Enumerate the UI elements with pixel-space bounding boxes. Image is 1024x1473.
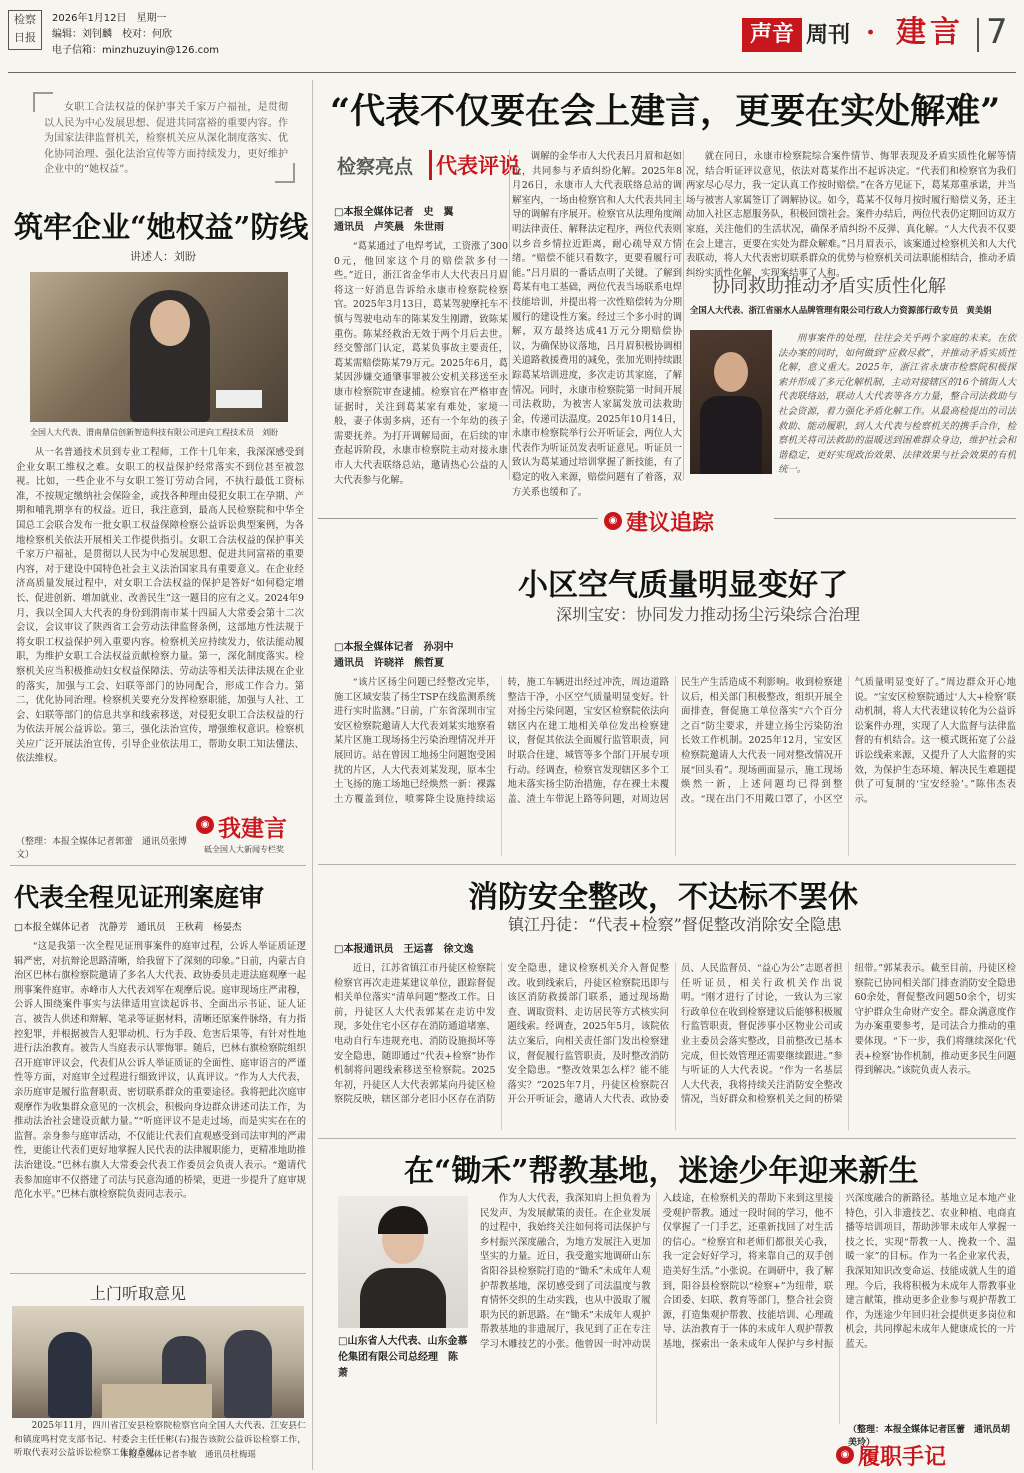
fire-byline: □本报通讯员 王运喜 徐文逸 bbox=[334, 944, 474, 955]
rescue-title: 协同救助推动矛盾实质性化解 bbox=[712, 276, 946, 297]
visit-caption: 2025年11月，四川省江安县检察院检察官向全国人大代表、江安县仁和镇庞鸣村党支部书记、村委会主任任彬(右)报告该院公益诉讼检察工作，听取代表对公益诉讼检察工作的意见。 bbox=[14, 1421, 306, 1458]
woman-note: （整理：本报全媒体记者郭蕾 通讯员张博文） bbox=[16, 837, 188, 860]
duty-badge bbox=[832, 1440, 1012, 1470]
brand-dot: · bbox=[866, 18, 876, 48]
story-byline-2: 通讯员 卢笑晨 朱世雨 bbox=[334, 222, 444, 233]
track-icon: ◉ bbox=[604, 512, 622, 530]
story-col-2: 调解的金华市人大代表吕月眉和赵如沧，共同参与矛盾纠纷化解。2025年8月26日，永康市人大代表联络总站的调解室内，一场由检察官和人大代表共同主导的调解有序展开。检察官从法理角度阐明法律责任、解释法定程序，两位代表则以乡音乡情拉近距离，耐心疏导双方情绪。“赔偿不能只看数字，更要看履行可能。”吕月眉的一番话点明了关键。了解到葛某有电工基础，两位代表当场联系电焊技能培训，并提出将一次性赔偿转为分期履行的建设性方案。经过三个多小时的调解，双方最终达成41万元分期赔偿协议，为确保协议落地，吕月眉积极协调相关道路救援费用的减免，张加光则持续跟踪葛某培训进度，多次走访其家庭，了解情况。同时，永康市检察院第一时间开展司法救助，为被害人家属发放司法救助金，传递司法温度。2025年10月14日，永康市检察院举行公开听证会，两位人大代表作为听证员发表听证意见。听证员一致认为葛某通过培训掌握了新技能，有了稳定的收入来源，赔偿问题有了着落，双方关系也缓和了。 bbox=[512, 151, 682, 498]
fire-rule bbox=[318, 1138, 1016, 1139]
youth-portrait bbox=[338, 1196, 468, 1328]
woman-narrator: 讲述人：刘盼 bbox=[130, 250, 196, 263]
left-rule-1 bbox=[10, 865, 306, 866]
fire-subtitle: 镇江丹徒：“代表+检察”督促整改消除安全隐患 bbox=[508, 915, 842, 934]
track-label: 建议追踪 bbox=[626, 510, 715, 536]
masthead-logo: 检察 日报 bbox=[8, 10, 42, 50]
woman-portrait-photo bbox=[30, 272, 288, 422]
my-suggest-badge bbox=[196, 812, 306, 860]
story-col-3: 就在同日，永康市检察院综合案件情节、悔罪表现及矛盾实质性化解等情况，结合听证评议意见，依法对葛某作出不起诉决定。“代表们和检察官为我们两家尽心尽力，我一定认真工作按时赔偿。”在各方见证下，葛某郑重承诺，并当场与被害人家属签订了调解协议。如今，葛某不仅每月按时履行赔偿义务，还主动加入社区志愿服务队，积极回馈社会。案件办结后，两位代表仍定期回访双方家庭，关注他们的生活状况，确保矛盾纠纷不反弹、真化解。“人大代表不仅要在会上建言，更要在实处为群众解难。”吕月眉表示，该案通过检察机关和人大代表联动，将人大代表密切联系群众的优势与检察机关司法职能相结合，推动矛盾纠纷实质性化解，实现案结事了人和。 bbox=[686, 151, 1016, 279]
story-sep-1 bbox=[509, 150, 510, 480]
visit-credit: 本报全媒体记者李敏 通讯员杜梅瑶 bbox=[120, 1450, 257, 1460]
masthead-editors: 编辑：刘钊麟 校对：何欣 bbox=[52, 29, 172, 40]
woman-photo-caption: 全国人大代表、渭南鼎信创新智造科技有限公司逆向工程技术员 刘盼 bbox=[30, 428, 278, 437]
visit-person-3 bbox=[224, 1330, 272, 1418]
trial-body: “这是我第一次全程见证刑事案件的庭审过程，公诉人举证质证逻辑严密，对抗辩论思路清晰，给我留下了深刻的印象。”日前，内蒙古自治区巴林右旗检察院邀请了多名人大代表、政协委员走进法庭观摩一起刑事案件庭审。赤峰市人大代表刘军在观摩后说。庭审现场庄严肃穆，公诉人围绕案件事实与法律适用宣读起诉书、全面出示书证、证人证言、被告人供述和辩解、笔录等证据材料，清晰还原案件脉络，有力指控犯罪，并根据被告人犯罪动机、行为手段、危害后果等，有针对性地进行法治教育。被告人当庭表示认罪悔罪。随后，巴林右旗检察院组织召开庭审评议会，代表们从公诉人举证质证的全面性、庭审语言的严谨性等方面，对庭审全过程进行细致评议，认真评议。“作为人大代表，亲历庭审是履行监督职责、密切联系群众的重要途径。我将把此次庭审观摩作为收集群众意见的一次机会，积极向身边群众讲述司法工作，为推动法治社会建设贡献力量。”“听庭评议不是走过场，而是实实在在的监督。亲身参与庭审活动，不仅能让代表们直观感受到司法审判的严肃性，更能让代表们更好地掌握人民代表的法律履职能力，更精准地助推法治建设。”巴林右旗人大常委会代表工作委员会负责人表示。“邀请代表参加庭审不仅搭建了司法与民意沟通的桥梁，更进一步提升了庭审规范化水平。”巴林右旗检察院负责同志表示。 bbox=[14, 941, 306, 1201]
air-body: “该片区扬尘问题已经整改完毕，施工区域安装了扬尘TSP在线监测系统进行实时监测。”日前，广东省深圳市宝安区检察院邀请人大代表刘某实地察看某片区施工现场扬尘污染治理情况并开展回访。站在曾因工地扬尘问题饱受困扰的片区，人大代表刘某发现，原本尘土飞扬的施工场地已经焕然一新：裸露土方覆盖到位，喷雾降尘设施持续运转，施工车辆进出经过冲洗，周边道路整洁干净，小区空气质量明显变好。针对扬尘污染问题，宝安区检察院依法向辖区内在建工地相关单位发出检察建议，督促其依法全面履行监管职责，同时联合住建、城管等多个部门开展专项行动。经调查，检察官发现辖区多个工地未落实扬尘防治措施，存在裸土未覆盖、渣土车带泥上路等问题，对周边居民生产生活造成不利影响。收到检察建议后，相关部门积极整改，组织开展全面排查，督促施工单位落实“六个百分之百”防尘要求，并建立扬尘污染防治长效工作机制。2025年12月，宝安区检察院邀请人大代表一同对整改情况开展“回头看”。现场画面显示，施工现场焕然一新，上述问题均已得到整改。“现在出门不用戴口罩了，小区空气质量明显变好了。”周边群众开心地说。“宝安区检察院通过‘人大+检察’联动机制，将人大代表建议转化为公益诉讼案件办理，实现了人大监督与法律监督的有机结合。这一模式既拓宽了公益诉讼线索来源，又提升了人大监督的实效，为保护生态环境、解决民生难题提供了可复制的‘宝安经验’。”陈伟杰表示。 bbox=[334, 677, 1016, 805]
left-rule-2 bbox=[10, 1273, 306, 1274]
visit-photo bbox=[12, 1306, 304, 1418]
youth-portrait-body bbox=[360, 1268, 446, 1328]
woman-title: 筑牢企业“她权益”防线 bbox=[14, 210, 309, 244]
youth-note: （整理：本报全媒体记者匡蕾 通讯员胡美玲） bbox=[848, 1425, 1011, 1448]
masthead-email: 电子信箱：minzhuzuyin@126.com bbox=[52, 45, 220, 56]
youth-byline: □山东省人大代表、山东金慕伦集团有限公司总经理 陈 萧 bbox=[338, 1336, 468, 1379]
story-sep-2 bbox=[683, 150, 684, 480]
page-divider bbox=[977, 18, 979, 52]
rescue-portrait-body bbox=[700, 396, 762, 474]
air-title: 小区空气质量明显变好了 bbox=[518, 568, 848, 603]
air-byline-2: 通讯员 许晓祥 熊哲夏 bbox=[334, 658, 444, 669]
rescue-byline: 全国人大代表、浙江省丽水人品牌管理有限公司行政人力资源部行政专员 黄美娟 bbox=[690, 305, 992, 315]
portrait-nameplate bbox=[216, 390, 262, 408]
main-title: “代表不仅要在会上建言，更要在实处解难” bbox=[330, 91, 1001, 132]
masthead bbox=[0, 0, 1024, 72]
duty-icon: ◉ bbox=[836, 1446, 854, 1464]
section-name: 建言 bbox=[896, 15, 964, 50]
trial-byline: □本报全媒体记者 沈静芳 通讯员 王秋莉 杨晏杰 bbox=[14, 922, 242, 933]
trial-title: 代表全程见证刑案庭审 bbox=[14, 883, 265, 912]
visit-title: 上门听取意见 bbox=[90, 1284, 187, 1303]
suggest-circle-icon: ◉ bbox=[196, 816, 214, 834]
my-suggest-label: 我建言 bbox=[218, 815, 287, 842]
masthead-date: 2026年1月12日 星期一 bbox=[52, 13, 167, 24]
woman-intro: 女职工合法权益的保护事关千家万户福祉，是贯彻以人民为中心发展思想、促进共同富裕的重要内容。作为国家法律监督机关，检察机关应从深化制度落实、优化协同治理、强化法治宣传等方面持续发力，更好维护企业中的“她权益”。 bbox=[44, 102, 288, 176]
fire-title: 消防安全整改，不达标不罢休 bbox=[468, 880, 858, 915]
masthead-rule bbox=[8, 72, 1016, 73]
fire-body: 近日，江苏省镇江市丹徒区检察院检察官再次走进某建议单位，跟踪督促相关单位落实“清单问题”整改工作。日前，丹徒区人大代表郭某在走访中发现，多处住宅小区存在消防通道堵塞、电动自行车违规充电、消防设施损坏等安全隐患，随即通过“代表+检察”协作机制将问题线索移送至检察院。2025年初，丹徒区人大代表郭某向丹徒区检察院反映，辖区部分老旧小区存在消防安全隐患，建议检察机关介入督促整改。收到线索后，丹徒区检察院迅即与该区消防救援部门联系，通过现场勘查、调取资料、走访居民等方式核实问题线索。经调查，2025年5月，该院依法立案后，向相关责任部门发出检察建议，督促履行监管职责，及时整改消防安全隐患。“整改效果怎么样？能不能落实？”2025年7月，丹徒区检察院召开公开听证会，邀请人大代表、政协委员、人民监督员、“益心为公”志愿者担任听证员，相关行政机关作出说明。“刚才进行了讨论，一致认为三家行政单位在收到检察建议后能够积极履行监管职责，督促涉事小区物业公司或业主委员会落实整改，目前整改已基本完成，但长效管理还需要继续跟进。”参与听证的人大代表说。“作为一名基层人大代表，我将持续关注消防安全整改情况，当好群众和检察机关之间的桥梁纽带。”郭某表示。截至目前，丹徒区检察院已协同相关部门排查消防安全隐患60余处，督促整改问题50余个，切实守护群众生命财产安全。群众满意度作为办案重要参考，是司法合力推动的重要体现。“下一步，我们将继续深化‘代表+检察’协作机制，推动更多民生问题得到解决。”该院负责人表示。 bbox=[334, 963, 1016, 1106]
highlight-tag bbox=[333, 150, 523, 184]
air-subtitle: 深圳宝安：协同发力推动扬尘污染综合治理 bbox=[556, 605, 861, 624]
duty-label: 履职手记 bbox=[858, 1444, 947, 1470]
highlight-label: 检察亮点 bbox=[337, 156, 414, 178]
youth-title: 在“锄禾”帮教基地，迷途少年迎来新生 bbox=[404, 1154, 919, 1189]
youth-body: 作为人大代表，我深知肩上担负着为民发声、为发展献策的责任。在企业发展的过程中，我始终关注如何将司法保护与乡村振兴深度融合，为地方发展注入更加坚实的力量。近日，我受邀实地调研山东省阳谷县检察院打造的“锄禾”未成年人观护帮教基地，深切感受到了司法温度与教育情怀交织的生动实践，也从中汲取了履职为民的新思路。在“锄禾”未成年人观护帮教基地的非遗展厅，我见到了正在专注学习木雕技艺的小张。他曾因一时冲动误入歧途，在检察机关的帮助下来到这里接受观护帮教。通过一段时间的学习，他不仅掌握了一门手艺，还重新找回了对生活的信心。“检察官和老师们都很关心我，我一定会好好学习，将来靠自己的双手创造美好生活。”小张说。在调研中，我了解到，阳谷县检察院以“检察+”为纽带，联合团委、妇联、教育等部门，整合社会资源，打造集观护帮教、技能培训、心理疏导、法治教育于一体的未成年人观护帮教基地，探索出一条未成年人保护与乡村振兴深度融合的新路径。基地立足本地产业特色，引入非遗技艺、农业种植、电商直播等培训项目，帮助涉罪未成年人掌握一技之长，实现“帮教一人、挽救一个、温暖一家”的目标。作为一名企业家代表，我深知知识改变命运、技能成就人生的道理。今后，我将积极为未成年人帮教事业建言献策，推动更多企业参与观护帮教工作，为迷途少年回归社会提供更多岗位和机会，共同撑起未成年人健康成长的一片蓝天。 bbox=[480, 1193, 1016, 1350]
woman-body: 从一名普通技术员到专业工程师，工作十几年来，我深深感受到企业女职工维权之难。女职工的权益保护经常落实不到位甚至被忽视。比如，一些企业不与女职工签订劳动合同，不执行最低工资标准，不按规定缴纳社会保险金，或找各种理由侵犯女职工在孕期、产期和哺乳期享有的权益。近日，我注意到，最高人民检察院和中华全国总工会联合发布一批女职工权益保障检察公益诉讼典型案例，为各地检察机关依法开展相关工作提供指引。女职工合法权益的保护事关千家万户福祉，是贯彻以人民为中心发展思想、促进共同富裕的重要内容，对于建设中国特色社会主义法治国家具有重要意义。在企业经济高质量发展过程中，对女职工合法权益的保护是答好“如何稳定增长、促进创新、增加就业、改善民生”这一题目的应有之义。2024年9月，我以全国人大代表的身份到渭南市某十四届人大常委会第十二次会议，会议审议了陕西省工会劳动法律监督条例，这部地方性法规于将女职工权益保护列入重要内容。检察机关应持续发力，依法能动履职，为维护女职工合法权益贡献检察力量。第一，深化制度落实。检察机关应当积极推动妇女权益保障法、劳动法等相关法律法规在企业的落实，加强与工会、妇联等部门的协同配合，形成工作合力。第二，优化协同治理。检察机关要充分发挥检察职能，加强与人社、工会、妇联等部门的信息共享和线索移送，对侵犯女职工合法权益的行为依法开展公益诉讼。第三，强化法治宣传，增强维权意识。检察机关应广泛开展法治宣传，引导企业依法用工，帮助女职工知法懂法、依法维权。 bbox=[16, 447, 304, 765]
rescue-body: 刑事案件的处理，往往会关乎两个家庭的未来。在依法办案的同时，如何做到“应救尽救”，并推动矛盾实质性化解，意义重大。2025年，浙江省永康市检察院积极探索并形成了多元化解机制，主动对接辖区的16个镇街人大代表联络站，联动人大代表等各方力量，整合司法救助与社会资源，着力强化矛盾化解工作。从最高检提出的司法救助、能动履职，到人大代表与检察机关的携手合作，检察机关将司法救助的温暖送到困难群众身边，维护社会和谐稳定，更好实现政治效果、法律效果与社会效果的有机统一。 bbox=[778, 333, 1016, 476]
story-col-1: “葛某通过了电焊考试，工资涨了3000元，他回家这个月的赔偿款多付一些。”近日，浙江省金华市人大代表吕月眉将这一好消息告诉给永康市检察院检察官。2025年3月13日，葛某驾驶摩托车不慎与驾驶电动车的陈某发生刚蹭，致陈某重伤。陈某经救治无效于两个月后去世。经交警部门认定，葛某负事故主要责任，葛某需赔偿陈某79万元。2025年6月，葛某因涉嫌交通肇事罪被公安机关移送至永康市检察院审查逮捕。检察官在严格审查证据时，关注到葛某家有难处，家境一般，妻子体弱多病，还有一个年幼的孩子需要抚养。为打开调解局面，在后续的审查起诉阶段，永康市检察院主动对接永康市人大代表联络总站，邀请热心公益的人大代表参与化解。 bbox=[334, 241, 508, 486]
page-number: 7 bbox=[986, 12, 1008, 52]
air-byline-1: □本报全媒体记者 孙羽中 bbox=[334, 642, 454, 653]
left-col-separator bbox=[312, 80, 313, 1470]
story-byline-1: □本报全媒体记者 史 翼 bbox=[334, 207, 454, 218]
portrait-face bbox=[150, 300, 190, 346]
rescue-portrait-face bbox=[714, 352, 748, 392]
visit-table bbox=[102, 1384, 212, 1418]
track-tag bbox=[598, 506, 774, 536]
youth-portrait-hair bbox=[378, 1206, 428, 1234]
brand-voice: 声音 bbox=[742, 18, 802, 52]
my-suggest-sub: 砥全国人大新闻专栏奖 bbox=[204, 845, 284, 854]
air-rule bbox=[318, 864, 1016, 865]
comment-label: 代表评说 bbox=[429, 150, 520, 180]
visit-person-1 bbox=[48, 1332, 92, 1418]
brand-weekly: 周刊 bbox=[806, 22, 851, 48]
rescue-portrait bbox=[690, 330, 772, 474]
